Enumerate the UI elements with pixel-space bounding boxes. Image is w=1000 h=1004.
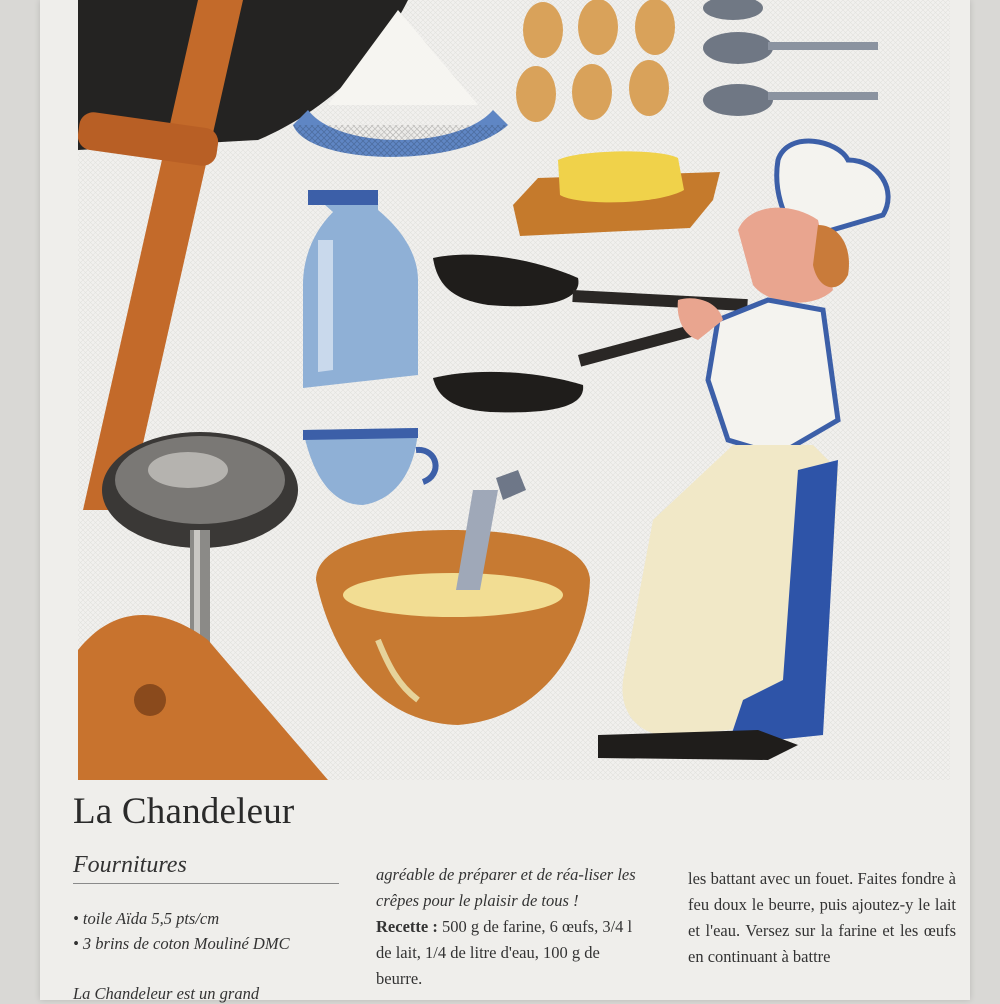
recipe-column [376, 862, 648, 992]
supply-item: • 3 brins de coton Mouliné DMC [73, 934, 290, 953]
intro-fragment: La Chandeleur est un grand [73, 984, 260, 1003]
preparation-note: agréable de préparer et de réa-liser les crêpes pour le plaisir de tous ! [376, 865, 636, 910]
instructions-column: les battant avec un fouet. Faites fondre à feu doux le beurre, puis ajoutez-y le lait et l'eau. Versez sur la farine et les œufs en continuant à battre [688, 869, 956, 966]
cross-stitch-photo [78, 0, 950, 780]
supplies-list [73, 906, 340, 956]
recipe-text [376, 914, 648, 992]
recipe-ingredients: 500 g de farine, 6 œufs, 3/4 l de lait, 1/4 de litre d'eau, 100 g de beurre. [376, 917, 633, 988]
supply-item: • toile Aïda 5,5 pts/cm [73, 909, 220, 928]
supplies-column [73, 852, 340, 1004]
article-title: La Chandeleur [73, 791, 295, 832]
recipe-label: Recette : [376, 917, 438, 936]
supplies-heading: Fournitures [73, 852, 339, 884]
